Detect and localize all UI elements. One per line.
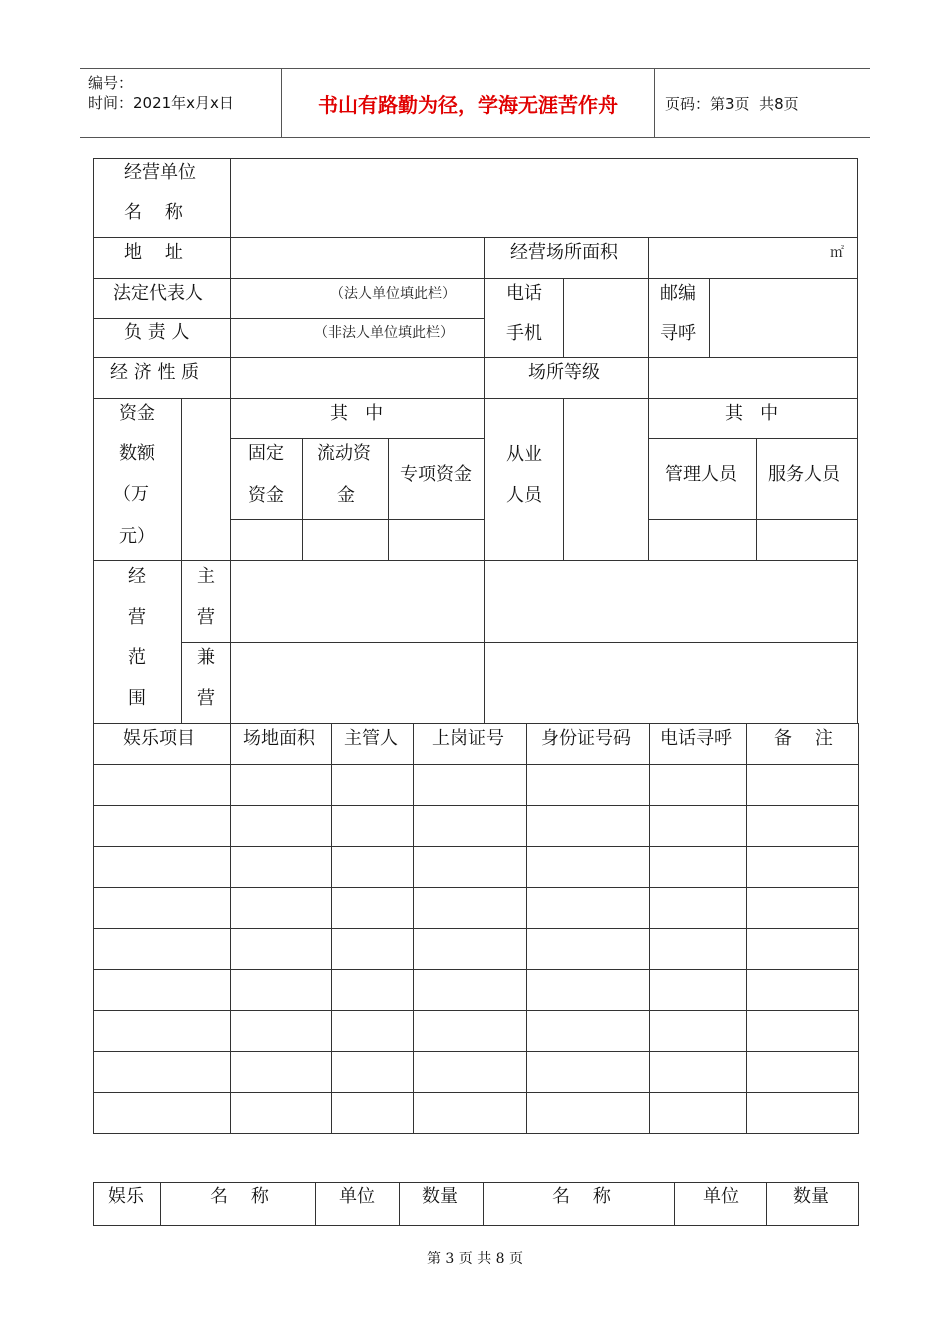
business-name-field[interactable]	[230, 158, 858, 238]
table-cell[interactable]	[413, 764, 527, 806]
main-business-field-left[interactable]	[230, 560, 485, 643]
capital-label-3: （万	[113, 484, 149, 505]
venue-grade-label: 场所等级	[528, 362, 600, 383]
table-cell[interactable]	[331, 969, 414, 1011]
area-unit: ㎡	[830, 245, 844, 261]
table-cell[interactable]	[526, 846, 650, 888]
table-cell[interactable]	[526, 969, 650, 1011]
code-label: 编号：	[88, 74, 134, 92]
table-cell[interactable]	[230, 1010, 332, 1052]
table-cell[interactable]	[93, 887, 231, 929]
table-header-label: 场地面积	[243, 728, 315, 749]
business-name-label-1: 经营单位	[124, 162, 196, 183]
table-cell[interactable]	[746, 764, 859, 806]
capital-label-2: 数额	[119, 443, 155, 464]
table-cell[interactable]	[230, 969, 332, 1011]
table-cell[interactable]	[526, 1092, 650, 1134]
area-label: 经营场所面积	[510, 242, 618, 263]
table-cell[interactable]	[526, 1010, 650, 1052]
non-legal-note: （非法人单位填此栏）	[314, 325, 454, 341]
table-cell[interactable]	[230, 764, 332, 806]
capital-label-4: 元）	[119, 526, 155, 547]
date-label: 时间：2021年x月x日	[88, 94, 234, 112]
table-cell[interactable]	[746, 846, 859, 888]
table-cell[interactable]	[649, 1010, 747, 1052]
table-cell[interactable]	[526, 805, 650, 847]
table-cell[interactable]	[746, 1051, 859, 1093]
bottom-table-header-label: 数量	[422, 1186, 458, 1207]
page-indicator: 页码：第3页 共8页	[665, 94, 799, 113]
table-cell[interactable]	[649, 805, 747, 847]
phone-field[interactable]	[563, 278, 649, 358]
table-cell[interactable]	[649, 764, 747, 806]
person-in-charge-label: 负 责 人	[124, 322, 190, 343]
table-cell[interactable]	[649, 1092, 747, 1134]
table-cell[interactable]	[230, 1051, 332, 1093]
table-header-label: 上岗证号	[432, 728, 504, 749]
venue-grade-field[interactable]	[648, 357, 858, 399]
table-cell[interactable]	[413, 969, 527, 1011]
table-cell[interactable]	[331, 887, 414, 929]
side-business-field-right[interactable]	[484, 642, 858, 724]
bottom-table-header-label: 娱乐	[108, 1186, 144, 1207]
table-header-label: 身份证号码	[541, 728, 631, 749]
legal-note: （法人单位填此栏）	[330, 286, 456, 302]
table-cell[interactable]	[331, 805, 414, 847]
special-capital-label: 专项资金	[400, 464, 472, 485]
side-business-label-2: 营	[197, 688, 215, 709]
table-cell[interactable]	[413, 846, 527, 888]
capital-label-1: 资金	[119, 403, 155, 424]
bottom-table-header-label: 单位	[703, 1186, 739, 1207]
address-field[interactable]	[230, 237, 485, 279]
table-cell[interactable]	[649, 969, 747, 1011]
table-cell[interactable]	[746, 805, 859, 847]
side-business-label-1: 兼	[197, 647, 215, 668]
main-business-label-2: 营	[197, 607, 215, 628]
bottom-table-header-label: 数量	[793, 1186, 829, 1207]
table-header-label: 备 注	[774, 728, 833, 749]
staff-label-1: 从业	[506, 444, 542, 465]
table-cell[interactable]	[746, 969, 859, 1011]
area-field[interactable]	[648, 237, 858, 279]
table-cell[interactable]	[526, 887, 650, 929]
table-cell[interactable]	[649, 928, 747, 970]
liquid-capital-field[interactable]	[302, 519, 389, 561]
table-header-label: 娱乐项目	[123, 728, 195, 749]
table-cell[interactable]	[93, 764, 231, 806]
capital-among-label: 其 中	[330, 403, 384, 424]
table-cell[interactable]	[746, 1092, 859, 1134]
table-cell[interactable]	[331, 1092, 414, 1134]
staff-label-2: 人员	[506, 485, 542, 506]
table-cell[interactable]	[413, 887, 527, 929]
phone-label: 电话	[506, 283, 542, 304]
motto: 书山有路勤为径，学海无涯苦作舟	[281, 69, 655, 137]
table-cell[interactable]	[413, 1051, 527, 1093]
service-staff-field[interactable]	[756, 519, 858, 561]
table-cell[interactable]	[93, 928, 231, 970]
staff-among-label: 其 中	[725, 403, 779, 424]
table-cell[interactable]	[93, 846, 231, 888]
economic-nature-field[interactable]	[230, 357, 485, 399]
economic-nature-label: 经 济 性 质	[110, 362, 200, 383]
liquid-capital-label-1: 流动资	[317, 443, 371, 464]
table-cell[interactable]	[230, 846, 332, 888]
pager-label: 寻呼	[660, 323, 696, 344]
fixed-capital-field[interactable]	[230, 519, 303, 561]
fixed-capital-label-1: 固定	[248, 443, 284, 464]
table-cell[interactable]	[649, 846, 747, 888]
table-cell[interactable]	[93, 805, 231, 847]
table-cell[interactable]	[230, 805, 332, 847]
scope-label-1: 经	[128, 566, 146, 587]
table-cell[interactable]	[331, 1010, 414, 1052]
table-cell[interactable]	[331, 846, 414, 888]
table-cell[interactable]	[93, 969, 231, 1011]
table-cell[interactable]	[93, 1010, 231, 1052]
table-cell[interactable]	[230, 887, 332, 929]
main-business-field-right[interactable]	[484, 560, 858, 643]
scope-label-2: 营	[128, 607, 146, 628]
side-business-field-left[interactable]	[230, 642, 485, 724]
table-cell[interactable]	[93, 1092, 231, 1134]
table-cell[interactable]	[746, 1010, 859, 1052]
table-cell[interactable]	[413, 805, 527, 847]
table-cell[interactable]	[526, 928, 650, 970]
table-header-label: 主管人	[344, 728, 398, 749]
staff-total-field[interactable]	[563, 398, 649, 561]
table-cell[interactable]	[649, 1051, 747, 1093]
scope-label-4: 围	[128, 688, 146, 709]
mobile-label: 手机	[506, 323, 542, 344]
liquid-capital-label-2: 金	[337, 485, 355, 506]
table-cell[interactable]	[413, 928, 527, 970]
table-cell[interactable]	[526, 1051, 650, 1093]
table-cell[interactable]	[331, 928, 414, 970]
table-cell[interactable]	[526, 764, 650, 806]
table-cell[interactable]	[331, 1051, 414, 1093]
table-cell[interactable]	[413, 1010, 527, 1052]
table-cell[interactable]	[331, 764, 414, 806]
table-cell[interactable]	[230, 1092, 332, 1134]
postcode-label: 邮编	[660, 283, 696, 304]
bottom-table-header-label: 名 称	[552, 1186, 611, 1207]
capital-total-field[interactable]	[181, 398, 231, 561]
page-footer: 第 3 页 共 8 页	[426, 1251, 524, 1267]
staff-label-cell	[484, 398, 564, 561]
service-staff-label: 服务人员	[768, 464, 840, 485]
table-cell[interactable]	[93, 1051, 231, 1093]
bottom-table-header-label: 名 称	[210, 1186, 269, 1207]
main-business-label-1: 主	[197, 566, 215, 587]
managers-label: 管理人员	[665, 464, 737, 485]
table-cell[interactable]	[746, 928, 859, 970]
table-cell[interactable]	[413, 1092, 527, 1134]
managers-field[interactable]	[648, 519, 757, 561]
table-cell[interactable]	[649, 887, 747, 929]
scope-label-3: 范	[128, 647, 146, 668]
special-capital-field[interactable]	[388, 519, 485, 561]
table-cell[interactable]	[230, 928, 332, 970]
table-header-label: 电话寻呼	[660, 728, 732, 749]
business-name-label-2: 名 称	[124, 202, 183, 223]
postcode-field[interactable]	[709, 278, 858, 358]
address-label: 地 址	[124, 242, 183, 263]
table-cell[interactable]	[746, 887, 859, 929]
bottom-table-header-label: 单位	[339, 1186, 375, 1207]
legal-rep-label: 法定代表人	[113, 283, 203, 304]
fixed-capital-label-2: 资金	[248, 485, 284, 506]
